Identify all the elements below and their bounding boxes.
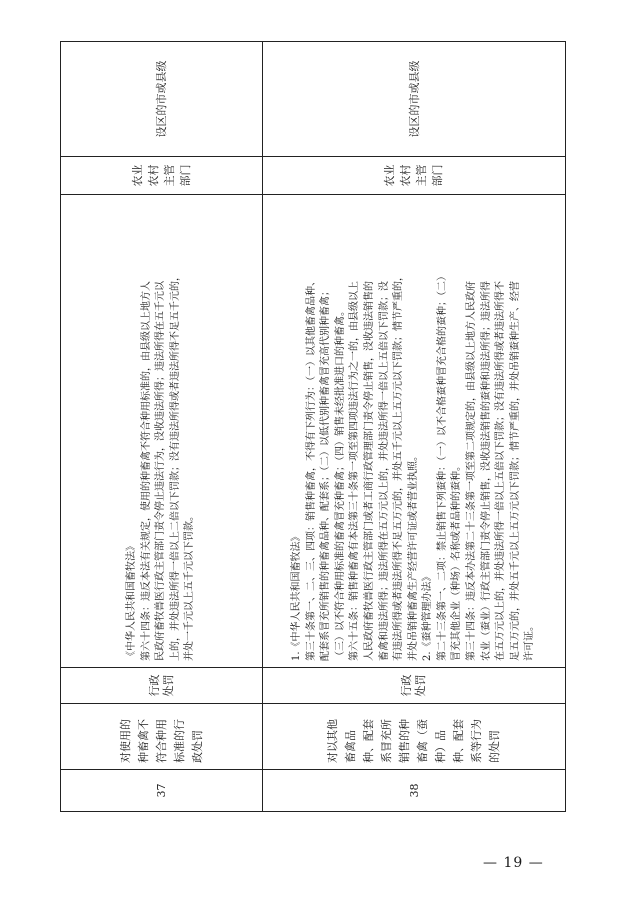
law-line: 第三十条第一、二、三、四项：销售种畜禽，不得有下列行为：（一）以其他畜禽品种、 [305,276,317,661]
law-line: 《中华人民共和国畜牧法》 [126,541,138,661]
law-line: 畜禽和违法所得；违法所得在五万元以上的，并处违法所得一倍以上五倍以下罚款；没 [378,281,390,661]
law-line: 有违法所得或者违法所得不足五万元的，并处五千元以上五万元以下罚款；情节严重的， [393,271,405,661]
law-line: 配套系冒充所销售的种畜禽品种、配套系；（二）以低代别种畜禽冒充高代别种畜禽； [320,286,332,661]
law-line: 上的，并处违法所得一倍以上二倍以下罚款；没有违法所得或者违法所得不足五千元的， [169,271,181,661]
law-line: （三）以不符合种用标准的畜禽冒充种畜禽；（四）销售未经批准进口的种畜禽。 [334,306,346,661]
law-line: 第三十四条：违反本办法第二十三条第一项至第二项规定的，由县级以上地方人民政府 [466,281,478,661]
responsible-department: 农业农村主管部门 [263,157,566,195]
law-line: 并处一千元以上五千元以下罚款。 [184,511,196,661]
jurisdiction-level: 设区的市或县级 [61,42,263,157]
penalty-table [60,41,566,812]
law-line: 人民政府畜牧兽医行政主管部门或者工商行政管理部门责令停止销售，没收违法销售的 [363,281,375,661]
legal-basis [263,195,566,668]
table-row [263,42,566,812]
law-line: 在五万元以上的，并处违法所得一倍以上五倍以下罚款；没有违法所得或者违法所得不 [495,281,507,661]
rotated-page-content [60,42,565,812]
page-number: — 19 — [483,855,544,871]
law-line: 第二十三条第一、二项：禁止销售下列蚕种：（一）以不合格蚕种冒充合格的蚕种；（二） [436,271,448,661]
responsible-department: 农业农村主管部门 [61,157,263,195]
legal-basis [61,195,263,668]
law-line: 第六十五条：销售种畜禽有本法第三十条第一项至第四项违法行为之一的，由县级以上 [349,281,361,661]
penalty-type: 行政处罚 [263,668,566,704]
law-line: 许可证。 [524,621,536,661]
law-line: 2.《蚕种管理办法》 [422,571,434,661]
law-line: 并处吊销种畜禽生产经营许可证或者营业执照。 [407,451,419,661]
law-line: 民政府畜牧兽医行政主管部门责令停止违法行为，没收违法所得；违法所得在五千元以 [155,281,167,661]
jurisdiction-level: 设区的市或县级 [263,42,566,157]
row-number: 37 [61,770,263,812]
law-line: 足五万元的，并处五千元以上五万元以下罚款；情节严重的，并处吊销蚕种生产、经营 [509,281,521,661]
law-line: 第六十四条：违反本法有关规定，使用的种畜禽不符合种用标准的，由县级以上地方人 [140,281,152,661]
law-line: 1.《中华人民共和国畜牧法》 [290,531,302,661]
penalty-type: 行政处罚 [61,668,263,704]
table-row [61,42,263,812]
law-line: 农业（蚕业）行政主管部门责令停止销售，没收违法销售的蚕种和违法所得；违法所得 [480,281,492,661]
row-number: 38 [263,770,566,812]
item-name: 对以其他畜禽品种、配套系冒充所销售的种畜禽（蚕种）品种、配套系等行为的处罚 [263,704,566,770]
law-line: 冒充其他企业（种场）名称或者品种的蚕种。 [451,461,463,661]
item-name: 对使用的种畜禽不符合种用标准的行政处罚 [61,704,263,770]
